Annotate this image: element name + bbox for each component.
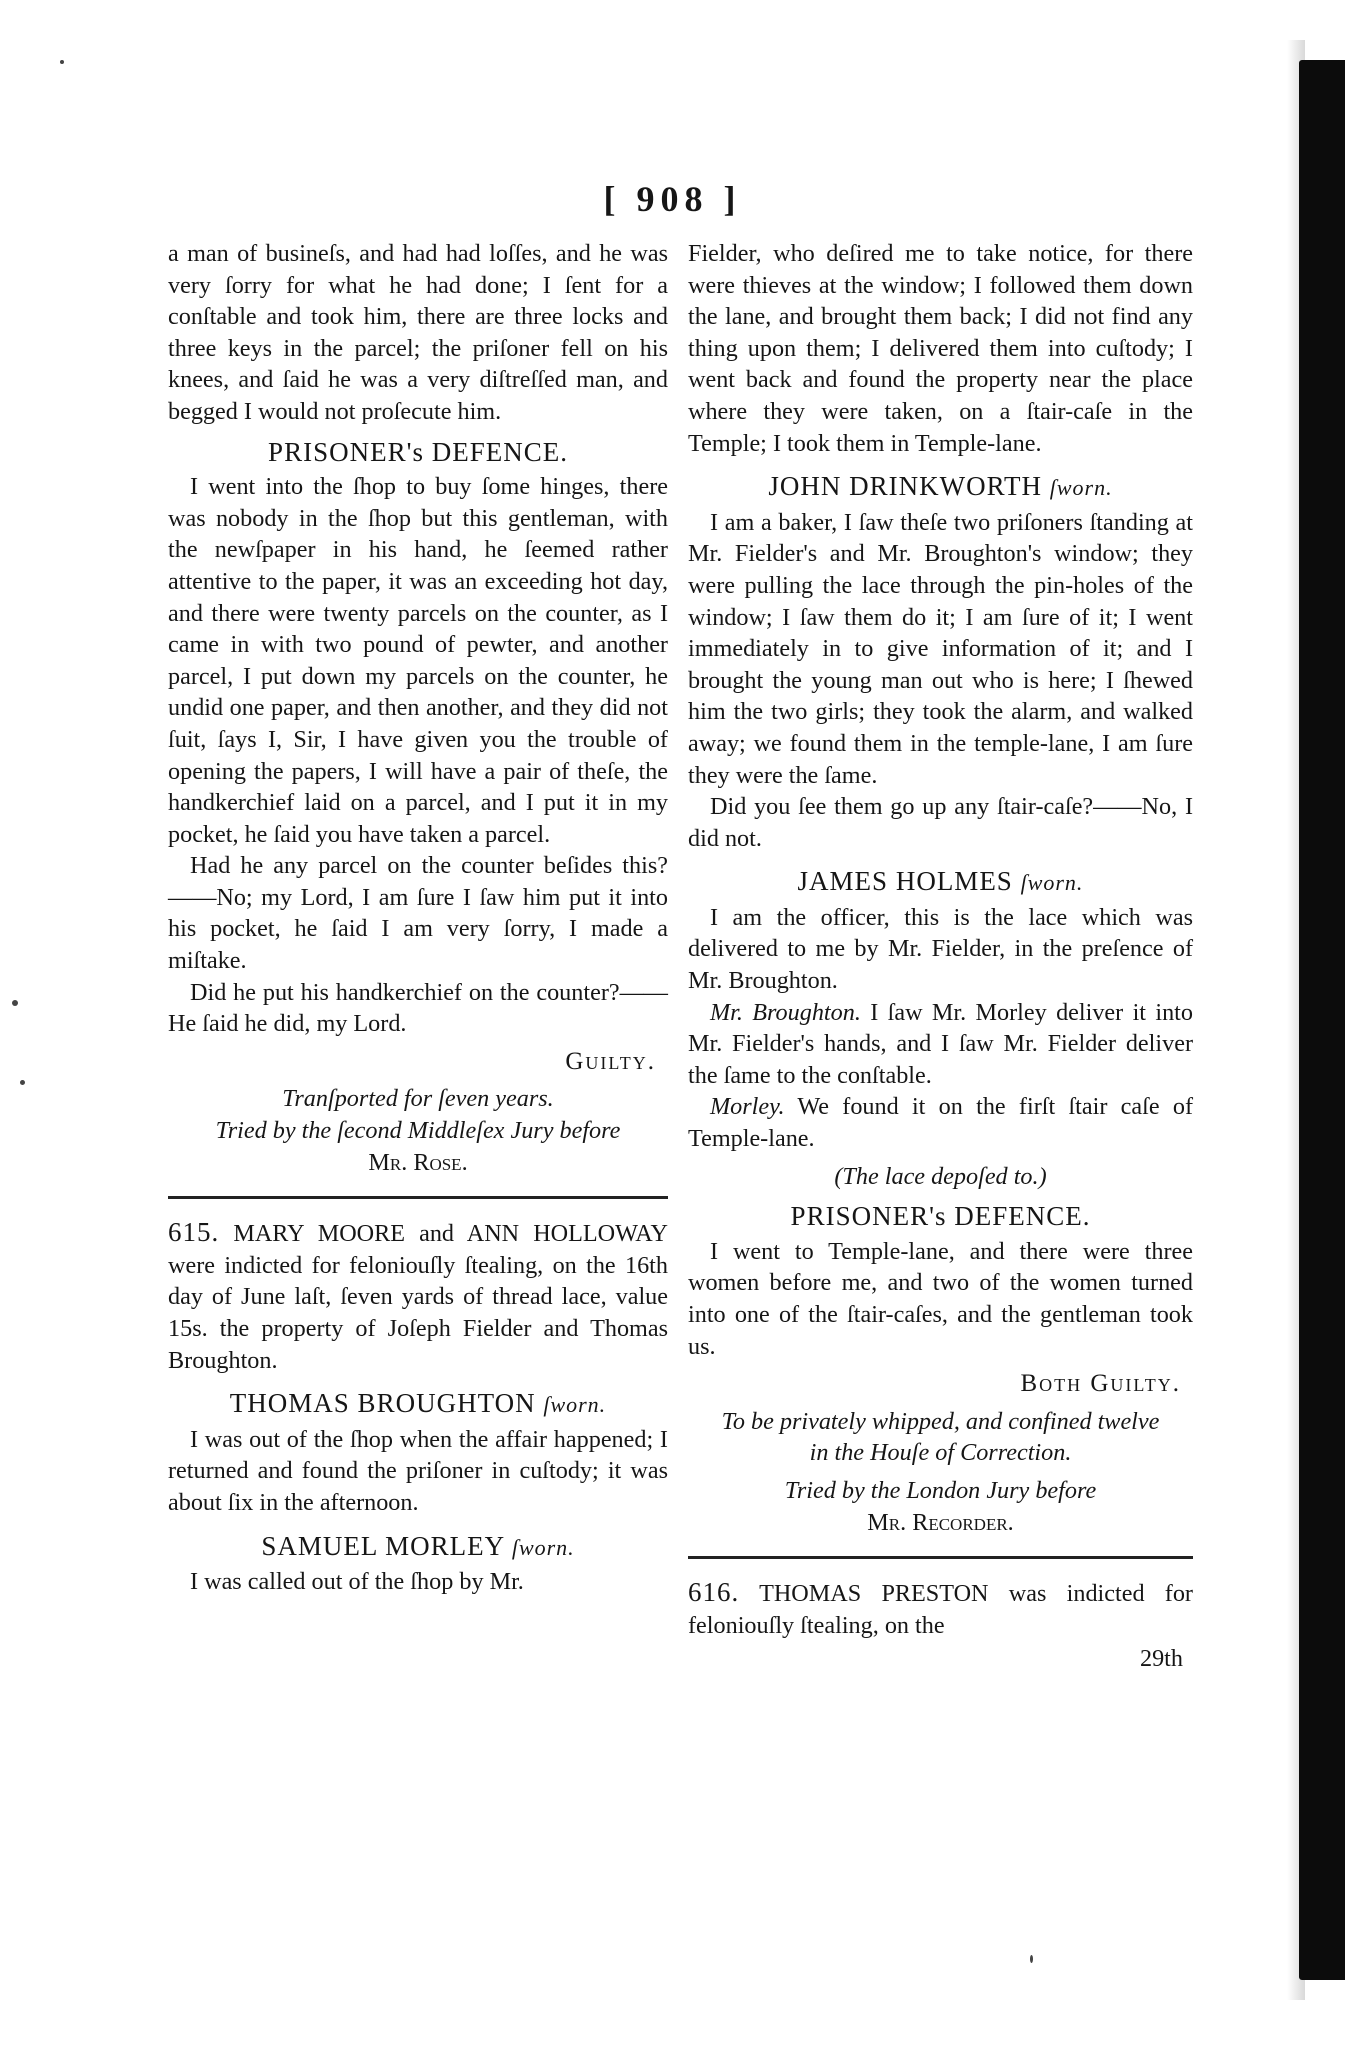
left-column — [168, 238, 668, 1598]
page-number: [ 908 ] — [603, 179, 742, 219]
witness-heading — [688, 471, 1193, 504]
paragraph: I am a baker, I ſaw theſe two priſoners ſtanding at Mr. Fielder's and Mr. Broughton's window; they were pulling the lace through the pin-holes of the window; I ſaw them do it; I am ſure of it; I went immediately in to give information of it; and I brought the young man out who is here; I ſhewed him the two girls; they took the alarm, and walked away; we found them in the temple-lane, I am ſure they were the ſame. — [688, 508, 1193, 789]
scan-speck — [12, 1000, 18, 1006]
case-text: MARY MOORE and ANN HOLLOWAY were indicted for feloniouſly ſtealing, on the 16th day of June laſt, ſeven yards of thread lace, value 15s. the property of Joſeph Fielder and Thomas Broughton. — [168, 1220, 669, 1374]
scan-speck — [60, 60, 64, 64]
case-number: 615. — [168, 1217, 220, 1248]
sentence: Tranſported for ſeven years. — [282, 1085, 554, 1113]
judge-name: Mr. Rose. — [368, 1148, 468, 1176]
sentence: in the Houſe of Correction. — [809, 1439, 1072, 1467]
judge-line — [168, 1147, 668, 1179]
section-heading: PRISONER's DEFENCE. — [790, 1201, 1091, 1232]
case-divider — [168, 1196, 668, 1199]
speaker: Morley. — [710, 1093, 785, 1121]
section-heading: PRISONER's DEFENCE. — [268, 436, 568, 467]
paragraph: I was called out of the ſhop by Mr. — [190, 1568, 524, 1596]
case-divider — [688, 1556, 1193, 1559]
sentence: To be privately whipped, and confined twelve — [721, 1407, 1160, 1435]
scan-speck — [1030, 1955, 1033, 1963]
testimony: I ſaw Mr. Morley deliver it into Mr. Fielder's hands, and I ſaw Mr. Fielder deliver the ſame to the conſtable. — [688, 998, 1193, 1089]
witness-name: JAMES HOLMES — [797, 866, 1013, 897]
case-text: THOMAS PRESTON was indicted for feloniouſly ſtealing, on the — [688, 1580, 1193, 1639]
sworn-label: ſworn. — [511, 1534, 575, 1560]
paragraph — [688, 997, 1193, 1092]
scan-speck — [20, 1080, 25, 1085]
paragraph: I went into the ſhop to buy ſome hinges, there was nobody in the ſhop but this gentleman, with the newſpaper in his hand, he ſeemed rather attentive to the paper, it was an exceeding hot day, and there were twenty parcels on the counter, as I came in with two pound of pewter, and another parcel, I put down my parcels on the counter, he undid one paper, and then another, and they did not ſuit, ſays I, Sir, I have given you the trouble of opening the papers, I will have a pair of theſe, the handkerchief laid on a parcel, and I put it in my pocket, he ſaid you have taken a parcel. — [168, 473, 668, 848]
paragraph: Did he put his handkerchief on the counter?——He ſaid he did, my Lord. — [168, 978, 668, 1038]
witness-heading — [688, 866, 1193, 899]
judge-name: Mr. Recorder. — [867, 1508, 1014, 1536]
case-heading — [688, 1577, 1193, 1641]
sworn-label: ſworn. — [1020, 870, 1084, 896]
paragraph: a man of busineſs, and had had loſſes, and he was very ſorry for what he had done; I ſent for a conſtable and took him, there are three locks and three keys in the parcel; the priſoner fell on his knees, and ſaid he was a very diſtreſſed man, and begged I would not proſecute him. — [168, 240, 668, 425]
case-heading — [168, 1217, 668, 1376]
jury-line: Tried by the London Jury before — [784, 1476, 1097, 1504]
catchword: 29th — [1139, 1645, 1183, 1673]
paragraph: Fielder, who deſired me to take notice, for there were thieves at the window; I followed them down the lane, and brought them back; I did not find any thing upon them; I delivered them into cuſtody; I went back and found the property near the place where they were taken, on a ſtair-caſe in the Temple; I took them in Temple-lane. — [688, 240, 1193, 457]
note: (The lace depoſed to.) — [834, 1162, 1047, 1190]
scan-edge — [1299, 60, 1345, 1980]
witness-name: THOMAS BROUGHTON — [229, 1388, 536, 1419]
right-column — [688, 238, 1193, 1675]
case-number: 616. — [688, 1577, 740, 1608]
witness-heading — [168, 1388, 668, 1421]
paragraph: Had he any parcel on the counter beſides this?——No; my Lord, I am ſure I ſaw him put it into his pocket, he ſaid I am very ſorry, I made a miſtake. — [168, 852, 668, 975]
witness-name: JOHN DRINKWORTH — [768, 471, 1042, 502]
verdict: Both Guilty. — [1020, 1370, 1181, 1398]
witness-name: SAMUEL MORLEY — [261, 1530, 505, 1561]
sworn-label: ſworn. — [1049, 475, 1113, 501]
jury-line: Tried by the ſecond Middleſex Jury before — [215, 1117, 621, 1145]
witness-heading — [168, 1531, 668, 1564]
judge-line — [688, 1507, 1193, 1539]
paragraph: Did you ſee them go up any ſtair-caſe?——No, I did not. — [688, 793, 1193, 852]
paragraph: I am the officer, this is the lace which was delivered to me by Mr. Fielder, in the preſence of Mr. Broughton. — [688, 903, 1193, 995]
paragraph — [688, 1091, 1193, 1154]
paragraph: I was out of the ſhop when the affair happened; I returned and found the priſoner in cuſtody; it was about ſix in the afternoon. — [168, 1425, 668, 1516]
paragraph: I went to Temple-lane, and there were three women before me, and two of the women turned into one of the ſtair-caſes, and the gentleman took us. — [688, 1237, 1193, 1360]
verdict: Guilty. — [565, 1047, 656, 1075]
sworn-label: ſworn. — [543, 1392, 607, 1418]
speaker: Mr. Broughton. — [710, 998, 861, 1026]
testimony: We found it on the firſt ſtair caſe of Temple-lane. — [688, 1093, 1193, 1153]
